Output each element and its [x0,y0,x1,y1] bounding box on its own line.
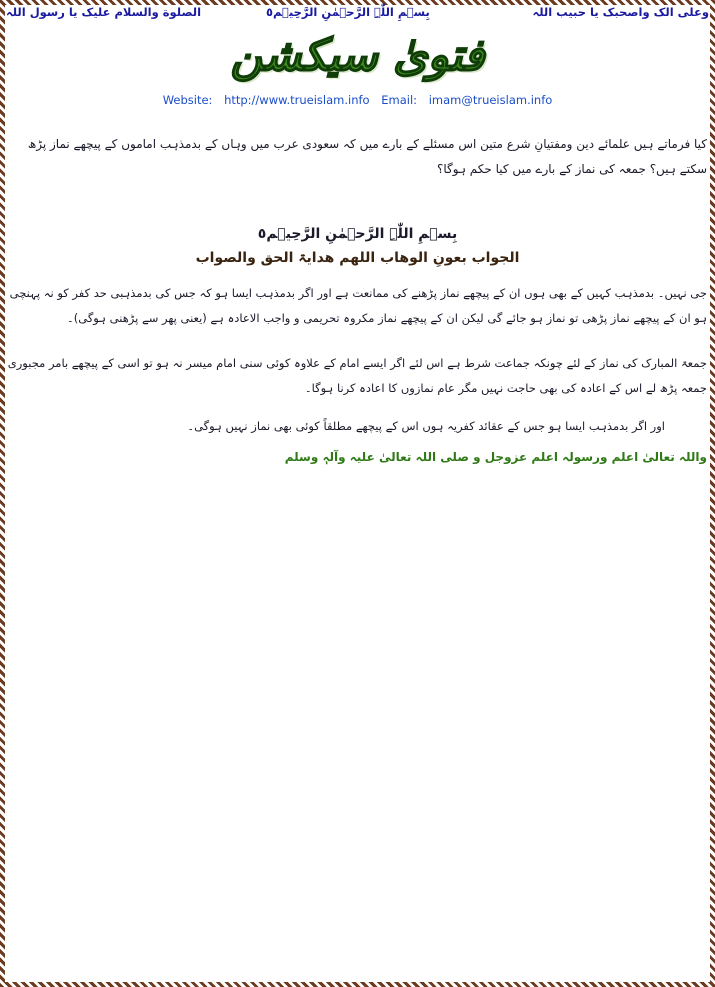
website-label: Website: [162,93,213,107]
contact-line [0,93,715,107]
email-link[interactable]: imam@trueislam.info [428,93,553,107]
answer-paragraph-3: اور اگر بدمذہب ایسا ہو جس کے عقائد کفریہ ہوں اس کے پیچھے مطلقاً کوئی بھی نماز نہیں ہوگی۔ [187,419,665,433]
header-salutation: الصلوة والسلام علیک یا رسول اللہ [6,5,202,19]
question-text: کیا فرماتے ہیں علمائے دین ومفتیانِ شرع متین اس مسئلے کے بارے میں کہ سعودی عرب میں وہاں کے بدمذہب اماموں کے پیچھے نماز پڑھ سکتے ہیں؟ جمعہ کی نماز کے بارے میں کیا حکم ہوگا؟ [27,137,707,176]
answer-heading: الجواب بعونِ الوھاب اللھم ھدایۃ الحق والصواب [195,250,520,266]
answer-bismillah: بِسۡمِ اللّٰہِ الرَّحۡمٰنِ الرَّحِیۡم٥ [257,226,458,242]
email-label: Email: [381,93,418,107]
title-banner [0,30,715,90]
header-row [4,5,711,25]
header-blessing: وعلی الک واصحبک یا حبیب اللہ [532,5,709,19]
page-title: فتویٰ سیکشن [230,30,485,81]
header-bismillah: بِسۡمِ اللّٰہِ الرَّحۡمٰنِ الرَّحِیۡم٥ [266,5,430,19]
answer-paragraph-1: جی نہیں۔ بدمذہب کہیں کے بھی ہوں ان کے پیچھے نماز پڑھنے کی ممانعت ہے اور اگر بدمذہب ایسا ہو کہ جس کی بدمذہبی حد کفر کو نہ پہنچی ہو ان کے پیچھے نماز پڑھی تو نماز ہو جائے گی لیکن ان کے پیچھے نماز مکروہ تحریمی و واجب الاعادہ ہے (یعنی پھر سے پڑھنی ہوگی)۔ [9,286,707,325]
closing-dua: واللہ تعالیٰ اعلم ورسولہ اعلم عزوجل و صلی اللہ تعالیٰ علیہ وآلہٖ وسلم [284,450,707,464]
answer-paragraph-2: جمعۃ المبارک کی نماز کے لئے چونکہ جماعت شرط ہے اس لئے اگر ایسے امام کے علاوہ کوئی سنی امام میسر نہ ہو تو اسی کے پیچھے بامر مجبوری جمعہ پڑھ لے اس کے اعادہ کی بھی حاجت نہیں مگر عام نمازوں کا اعادہ کرنا ہوگا۔ [7,356,707,395]
website-link[interactable]: http://www.trueislam.info [224,93,370,107]
